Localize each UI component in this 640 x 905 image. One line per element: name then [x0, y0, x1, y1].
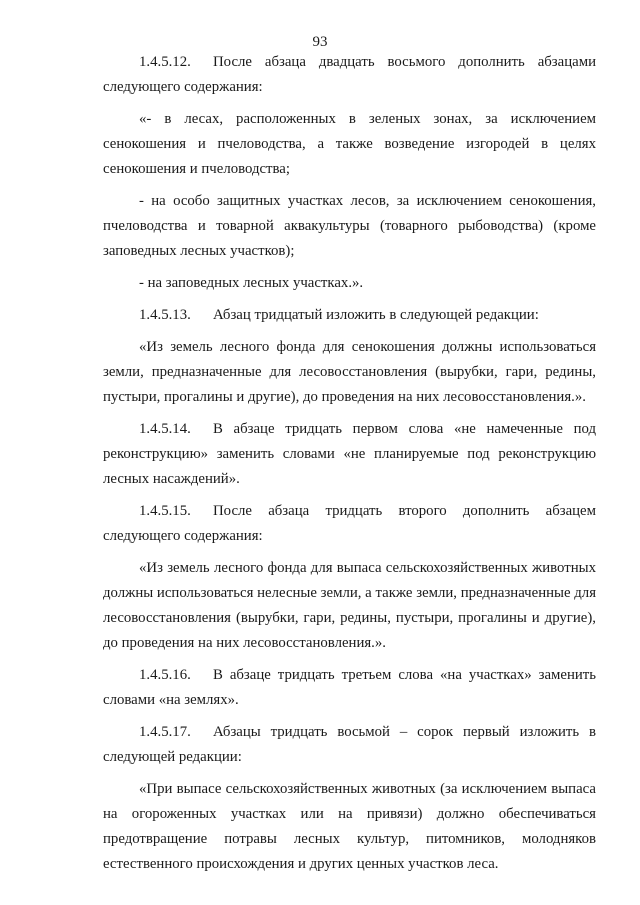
paragraph — [103, 107, 596, 182]
paragraph — [103, 335, 596, 410]
paragraph-text: Абзац тридцатый изложить в следующей редакции: — [213, 307, 539, 323]
paragraph-text: - на особо защитных участках лесов, за исключением сенокошения, пчеловодства и товарной аквакультуры (товарного рыбоводства) (кроме заповедных лесных участков); — [103, 193, 596, 259]
paragraph-text: «При выпасе сельскохозяйственных животных (за исключением выпаса на огороженных участках или на привязи) должно обеспечиваться предотвращение потравы лесных культур, питомников, молодняков естественного происхождения и других ценных участков леса. — [103, 781, 596, 872]
paragraph — [103, 663, 596, 713]
clause-number: 1.4.5.13. — [139, 307, 191, 323]
clause-number: 1.4.5.17. — [139, 724, 191, 740]
paragraph — [103, 720, 596, 770]
paragraph — [103, 189, 596, 264]
paragraph — [103, 556, 596, 656]
paragraph — [103, 777, 596, 877]
paragraph — [103, 499, 596, 549]
paragraph-text: После абзаца тридцать второго дополнить абзацем следующего содержания: — [103, 503, 596, 544]
paragraph-text: После абзаца двадцать восьмого дополнить абзацами следующего содержания: — [103, 54, 596, 95]
paragraph — [103, 271, 596, 296]
paragraph-text: «Из земель лесного фонда для сенокошения должны использоваться земли, предназначенные для лесовосстановления (вырубки, гари, редины, пустыри, прогалины и другие), до проведения на них лесовосстановления.». — [103, 339, 596, 405]
clause-number: 1.4.5.15. — [139, 503, 191, 519]
paragraph-text: Абзацы тридцать восьмой – сорок первый изложить в следующей редакции: — [103, 724, 596, 765]
document-body — [103, 50, 596, 884]
paragraph-text: «- в лесах, расположенных в зеленых зонах, за исключением сенокошения и пчеловодства, а также возведение изгородей в целях сенокошения и пчеловодства; — [103, 111, 596, 177]
page-number: 93 — [312, 34, 328, 50]
clause-number: 1.4.5.14. — [139, 421, 191, 437]
clause-number: 1.4.5.12. — [139, 54, 191, 70]
paragraph — [103, 303, 596, 328]
clause-number: 1.4.5.16. — [139, 667, 191, 683]
paragraph — [103, 417, 596, 492]
paragraph-text: «Из земель лесного фонда для выпаса сельскохозяйственных животных должны использоваться нелесные земли, а также земли, предназначенные для лесовосстановления (вырубки, гари, редины, пустыри, прогалины и другие), до проведения на них лесовосстановления.». — [103, 560, 596, 651]
paragraph — [103, 50, 596, 100]
paragraph-text: В абзаце тридцать третьем слова «на участках» заменить словами «на землях». — [103, 667, 596, 708]
paragraph-text: В абзаце тридцать первом слова «не намеченные под реконструкцию» заменить словами «не планируемые под реконструкцию лесных насаждений». — [103, 421, 596, 487]
paragraph-text: - на заповедных лесных участках.». — [139, 275, 364, 291]
